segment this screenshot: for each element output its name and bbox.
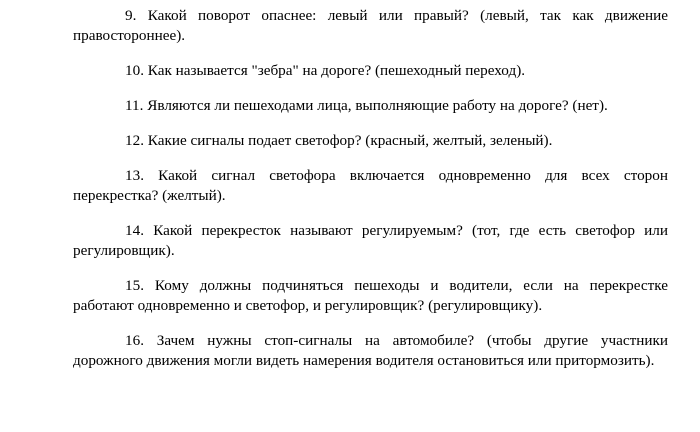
question-11: 11. Являются ли пешеходами лица, выполняющие работу на дороге? (нет). [125, 97, 608, 114]
paragraph-spacer [73, 316, 668, 331]
paragraph-spacer [73, 46, 668, 61]
paragraph-spacer [73, 261, 668, 276]
document-page [73, 6, 668, 371]
question-12: 12. Какие сигналы подает светофор? (красный, желтый, зеленый). [125, 132, 553, 149]
paragraph-spacer [73, 81, 668, 96]
paragraph-spacer [73, 151, 668, 166]
question-10: 10. Как называется "зебра" на дороге? (пешеходный переход). [125, 62, 526, 79]
question-16: 16. Зачем нужны стоп-сигналы на автомобиле? (чтобы другие участники дорожного движения могли видеть намерения водителя остановиться или притормозить). [73, 332, 668, 369]
paragraph-spacer [73, 116, 668, 131]
question-15: 15. Кому должны подчиняться пешеходы и водители, если на перекрестке работают одновременно и светофор, и регулировщик? (регулировщику). [73, 277, 668, 314]
question-14: 14. Какой перекресток называют регулируемым? (тот, где есть светофор или регулировщик). [73, 222, 668, 259]
question-13: 13. Какой сигнал светофора включается одновременно для всех сторон перекрестка? (желтый). [73, 167, 668, 204]
question-9: 9. Какой поворот опаснее: левый или правый? (левый, так как движение правостороннее). [73, 7, 668, 44]
paragraph-spacer [73, 206, 668, 221]
